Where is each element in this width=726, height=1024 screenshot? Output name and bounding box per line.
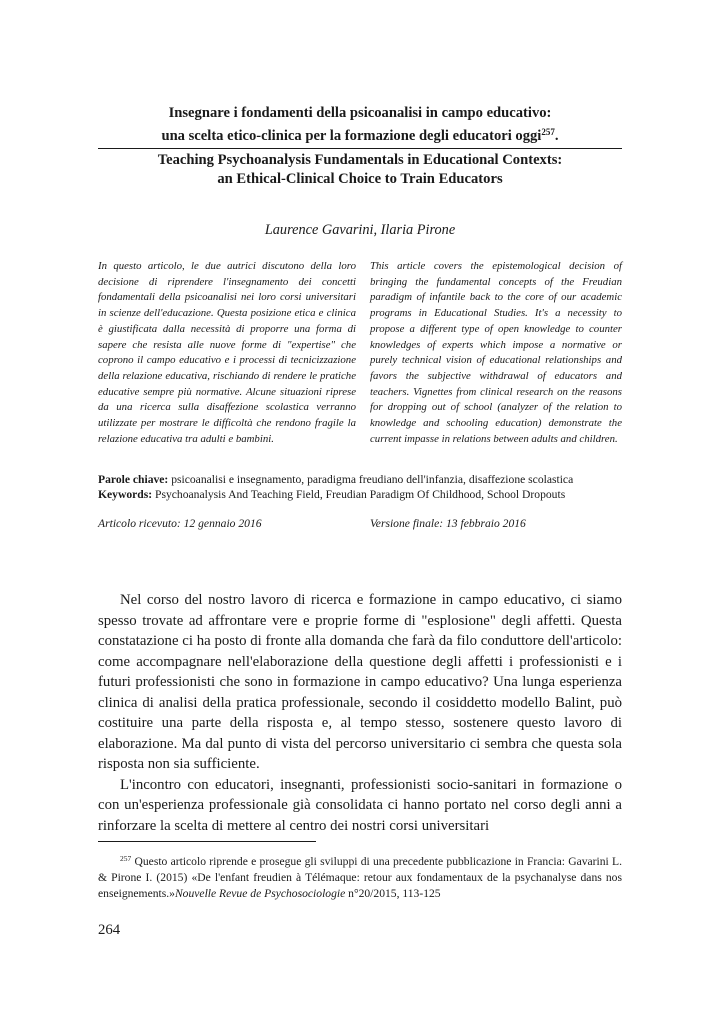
authors: Laurence Gavarini, Ilaria Pirone [264, 222, 456, 238]
date-received: Articolo ricevuto: 12 gennaio 2016 [98, 517, 262, 530]
italian-title-end: . [554, 127, 559, 144]
date-final: Versione finale: 13 febbraio 2016 [370, 517, 526, 530]
footnote-journal: Nouvelle Revue de Psychosociologie [174, 887, 346, 900]
title-footnote-ref[interactable]: 257 [541, 126, 555, 137]
italian-title-line1: Insegnare i fondamenti della psicoanalisi in campo educativo: [168, 105, 552, 121]
keywords-italian-label: Parole chiave: [98, 473, 169, 486]
keywords-english-label: Keywords: [98, 488, 153, 501]
body-text [98, 590, 622, 836]
footnote-number: 257 [120, 854, 132, 863]
footnote [98, 851, 622, 902]
abstract-italian: In questo articolo, le due autrici discutono della loro decisione di riprendere l'insegnamento dei concetti fondamentali della psicoanalisi nei loro corsi universitari in scienze dell'educazione. Questa posizione etica e clinica è giustificata dalla necessità di proporre una forma di sapere che resista alle nuove forme di "expertise" che coprono il campo educativo e i processi di tecnicizzazione della relazione educativa, rischiando di rendere le pratiche educative sempre più normative. Alcune situazioni riprese da una ricerca sulla disaffezione scolastica verranno utilizzate per mostrare le difficoltà che rendono fragile la relazione educativa tra adulti e bambini. [98, 260, 356, 445]
english-title-line1: Teaching Psychoanalysis Fundamentals in Educational Contexts: [157, 152, 563, 168]
body-paragraph-2: L'incontro con educatori, insegnanti, professionisti socio-sanitari in formazione o con un'esperienza professionale già consolidata ci hanno portato nel corso degli anni a rinforzare la scelta di mettere al centro dei nostri corsi universitari [98, 776, 622, 834]
keywords-english [98, 487, 638, 503]
abstract-english: This article covers the epistemological decision of bringing the fundamental concepts of the Freudian paradigm of infantile back to the core of our academic programs in Educational Studies. It's a necessity to propose a different type of open knowledge to counter knowledges of experts which impose a normative or purely technical vision of educational relationships and favors the subjective withdrawal of educators and teachers. Vignettes from clinical research on the reasons for dropping out of school (analyzer of the relation to knowledge and schooling education) demonstrate the current impasse in relations between adults and children. [370, 260, 622, 445]
page-number: 264 [98, 922, 121, 938]
body-paragraph-1: Nel corso del nostro lavoro di ricerca e formazione in campo educativo, ci siamo spesso trovate ad affrontare vere e proprie forme di "esplosione" degli affetti. Questa constatazione ci ha posto di fronte alla domanda che farà da filo conduttore dell'articolo: come accompagnare nell'elaborazione della questione degli affetti i professionisti e i futuri professionisti che sono in formazione in campo educativo? Una lunga esperienza clinica di analisi della pratica professionale, secondo il cosiddetto modello Balint, può costituire una parte della risposta e, al tempo stesso, sostenere questo lavoro di elaborazione. Ma dal punto di vista del percorso universitario ci sembra che questa sola risposta non sia sufficiente. [98, 592, 622, 772]
keywords-italian [98, 472, 638, 488]
keywords-english-text: Psychoanalysis And Teaching Field, Freudian Paradigm Of Childhood, School Dropouts [152, 488, 566, 501]
footnote-text: Questo articolo riprende e prosegue gli sviluppi di una precedente pubblicazione in Francia: Gavarini L. & Pirone I. (2015) «De l'enfant freudien à Télémaque: retour aux fondamentaux de la psychanalyse dans nos enseignements.» [98, 855, 622, 900]
title-divider [98, 148, 622, 149]
footnote-tail: n°20/2015, 113-125 [345, 887, 441, 900]
italian-title [98, 104, 622, 145]
footnote-divider [98, 841, 316, 842]
title-block [98, 104, 622, 189]
keywords-italian-text: psicoanalisi e insegnamento, paradigma freudiano dell'infanzia, disaffezione scolastica [168, 473, 574, 486]
english-title [98, 151, 622, 189]
italian-title-line2: una scelta etico-clinica per la formazione degli educatori oggi [161, 127, 542, 144]
english-title-line2: an Ethical-Clinical Choice to Train Educators [217, 171, 503, 187]
